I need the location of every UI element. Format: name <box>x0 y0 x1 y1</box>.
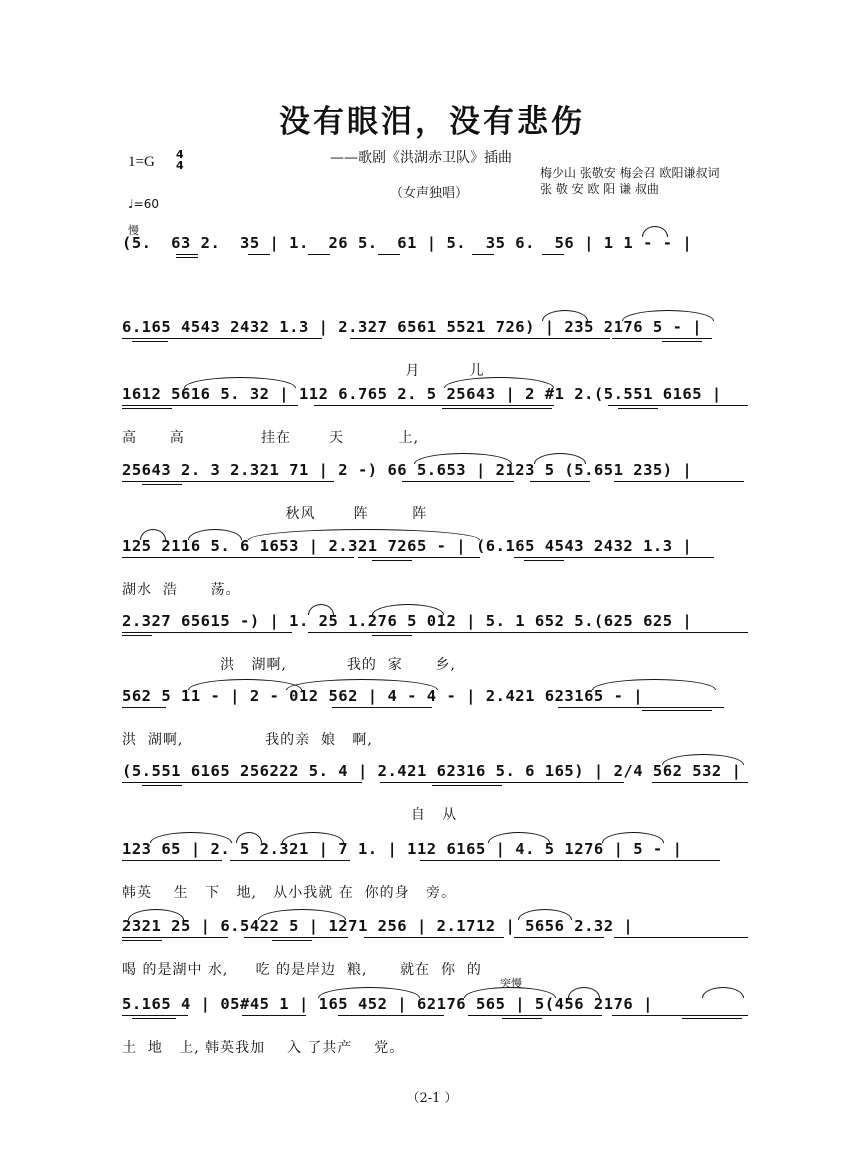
staff-lyrics: 洪 湖啊, 我的 家 乡, <box>122 657 456 673</box>
staff-lyrics: 自 从 <box>122 807 458 823</box>
staff-line-11 <box>122 993 752 1079</box>
staff-notes: (5. 63 2. 35 | 1. 26 5. 61 | 5. 35 6. 56 | 1 1 - - | <box>122 234 693 252</box>
staff-lyrics: 湖水 浩 荡。 <box>122 582 241 598</box>
staff-notes: 2.327 65615 -) | 1. 25 1.276 5 012 | 5. 1 652 5.(625 625 | <box>122 612 693 630</box>
staff-line-1 <box>122 232 752 318</box>
staff-lyrics: 高 高 挂在 天 上, <box>122 430 420 446</box>
time-signature-top: 4 <box>176 148 184 161</box>
staff-line-7 <box>122 685 752 771</box>
credits <box>540 165 719 197</box>
staff-notes: 5.165 4 | 05#45 1 | 165 452 | 62176 565 | 5(456 2176 | <box>122 995 653 1013</box>
staff-notes: 123 65 | 2. 5 2.321 | 7 1. | 112 6165 | 4. 5 1276 | 5 - | <box>122 840 683 858</box>
staff-line-9 <box>122 838 752 924</box>
staff-lyrics: 月 儿 <box>122 363 485 379</box>
staff-notes: 125 2116 5. 6 1653 | 2.321 7265 - | (6.165 4543 2432 1.3 | <box>122 537 693 555</box>
staff-lyrics: 秋风 阵 阵 <box>122 506 428 522</box>
tempo-marking: ♩=60 <box>128 197 159 211</box>
song-subtitle: ——歌剧《洪湖赤卫队》插曲 <box>330 150 512 166</box>
key-signature: 1=G <box>128 154 155 170</box>
time-signature <box>176 149 184 171</box>
staff-notes: (5.551 6165 256222 5. 4 | 2.421 62316 5. 6 165) | 2/4 562 532 | <box>122 762 742 780</box>
song-title: 没有眼泪，没有悲伤 <box>279 104 585 140</box>
performer-note: （女声独唱） <box>390 186 469 201</box>
staff-notes: 6.165 4543 2432 1.3 | 2.327 6561 5521 726) | 235 2176 5 - | <box>122 318 703 336</box>
sudden-slow-marking: 突慢 <box>500 977 522 990</box>
staff-line-10 <box>122 915 752 1001</box>
slow-marking: 慢 <box>128 224 139 237</box>
time-signature-bottom: 4 <box>176 159 184 172</box>
staff-notes: 2321 25 | 6.5422 5 | 1271 256 | 2.1712 | 5656 2.32 | <box>122 917 634 935</box>
staff-notes: 25643 2. 3 2.321 71 | 2 -) 66 5.653 | 2123 5 (5.651 235) | <box>122 461 693 479</box>
page-number: （2-1 ） <box>406 1091 458 1106</box>
staff-notes: 1612 5616 5. 32 | 112 6.765 2. 5 25643 | 2 #1 2.(5.551 6165 | <box>122 385 722 403</box>
staff-line-8 <box>122 760 752 846</box>
staff-lyrics: 土 地 上, 韩英我加 入 了共产 党。 <box>122 1040 405 1056</box>
composers: 张 敬 安 欧 阳 谦 叔曲 <box>540 182 659 196</box>
staff-lyrics: 韩英 生 下 地, 从小我就 在 你的身 旁。 <box>122 885 457 901</box>
lyricists: 梅少山 张敬安 梅会召 欧阳谦叔词 <box>540 166 720 180</box>
staff-notes: 562 5 11 - | 2 - 012 562 | 4 - 4 - | 2.421 623165 - | <box>122 687 644 705</box>
staff-lyrics: 洪 湖啊, 我的亲 娘 啊, <box>122 732 373 748</box>
staff-lyrics: 喝 的是湖中 水, 吃 的是岸边 粮, 就在 你 的 <box>122 962 482 978</box>
